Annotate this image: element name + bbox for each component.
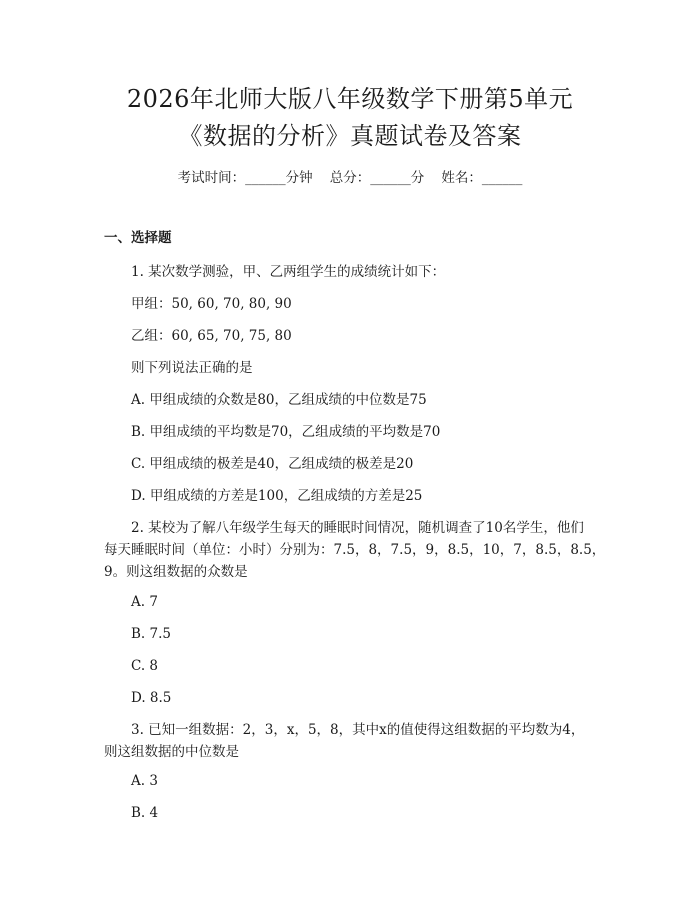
- question-3-stem-line1: 3. 已知一组数据：2，3，x，5，8，其中x的值使得这组数据的平均数为4，: [131, 722, 585, 738]
- question-1-prompt: 则下列说法正确的是: [131, 360, 253, 376]
- question-1-option-a: A. 甲组成绩的众数是80，乙组成绩的中位数是75: [131, 392, 427, 408]
- question-2-stem-line2: 每天睡眠时间（单位：小时）分别为：7.5，8，7.5，9，8.5，10，7，8.5，8.5，: [104, 542, 606, 558]
- question-2-stem-line3: 9。则这组数据的众数是: [104, 564, 248, 580]
- question-2-stem-line1: 2. 某校为了解八年级学生每天的睡眠时间情况，随机调查了10名学生，他们: [131, 520, 584, 536]
- question-3-option-a: A. 3: [131, 773, 158, 789]
- exam-info: 考试时间：______分钟 总分：______分 姓名：______: [177, 170, 523, 186]
- question-1-group-a: 甲组：50, 60, 70, 80, 90: [131, 296, 292, 312]
- question-1-group-b: 乙组：60, 65, 70, 75, 80: [131, 328, 292, 344]
- question-2-option-d: D. 8.5: [131, 690, 172, 706]
- question-1-stem: 1. 某次数学测验，甲、乙两组学生的成绩统计如下：: [131, 264, 446, 280]
- question-2-option-a: A. 7: [131, 594, 158, 610]
- question-2-option-b: B. 7.5: [131, 626, 171, 642]
- question-2-option-c: C. 8: [131, 658, 159, 674]
- page-title-line1: 2026年北师大版八年级数学下册第5单元: [126, 85, 574, 113]
- question-1-option-d: D. 甲组成绩的方差是100，乙组成绩的方差是25: [131, 488, 423, 504]
- question-3-option-b: B. 4: [131, 805, 159, 821]
- section-heading: 一、选择题: [104, 230, 172, 246]
- question-1-option-c: C. 甲组成绩的极差是40，乙组成绩的极差是20: [131, 456, 414, 472]
- question-1-option-b: B. 甲组成绩的平均数是70，乙组成绩的平均数是70: [131, 424, 441, 440]
- page-title-line2: 《数据的分析》真题试卷及答案: [178, 122, 522, 150]
- question-3-stem-line2: 则这组数据的中位数是: [104, 744, 239, 760]
